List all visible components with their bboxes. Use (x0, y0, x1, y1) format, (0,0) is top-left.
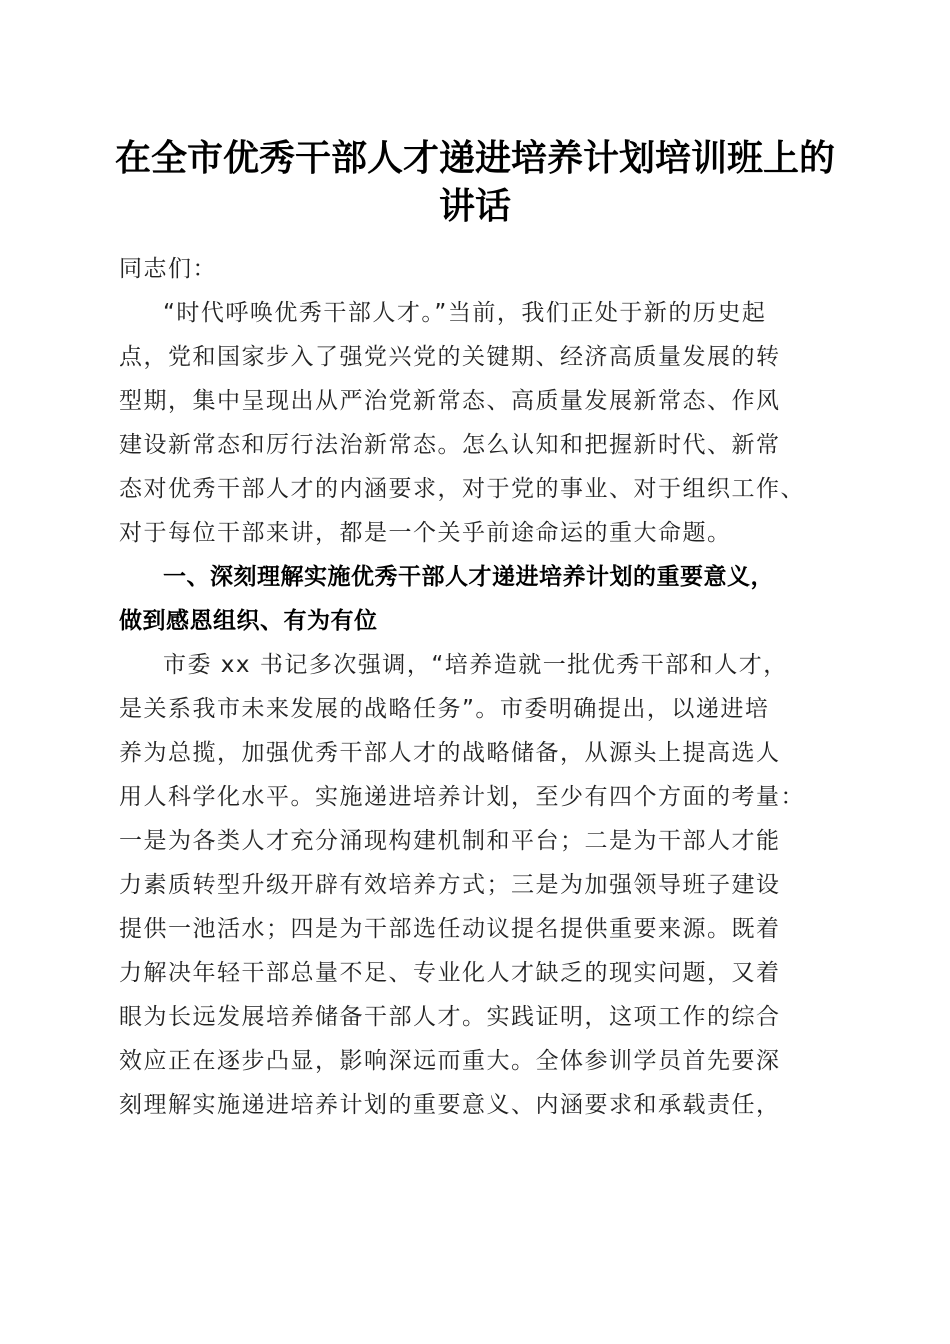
document-title (100, 134, 850, 230)
paragraph-line: 力素质转型升级开辟有效培养方式；三是为加强领导班子建设 (119, 872, 781, 898)
paragraph-line: 效应正在逐步凸显，影响深远而重大。全体参训学员首先要深 (119, 1048, 781, 1074)
paragraph-line: 眼为长远发展培养储备干部人才。实践证明，这项工作的综合 (119, 1004, 781, 1030)
section-heading: 一、深刻理解实施优秀干部人才递进培养计划的重要意义， (163, 564, 774, 590)
paragraph-line: 建设新常态和厉行法治新常态。怎么认知和把握新时代、新常 (119, 432, 781, 458)
paragraph-line: 是关系我市未来发展的战略任务”。市委明确提出，以递进培 (119, 696, 770, 722)
section-heading: 做到感恩组织、有为有位 (119, 608, 378, 634)
paragraph-line: 一是为各类人才充分涌现构建机制和平台；二是为干部人才能 (119, 828, 781, 854)
title-line: 在全市优秀干部人才递进培养计划培训班上的 (114, 137, 835, 179)
paragraph-line: 刻理解实施递进培养计划的重要意义、内涵要求和承载责任， (119, 1092, 781, 1118)
paragraph-line: 养为总揽，加强优秀干部人才的战略储备，从源头上提高选人 (119, 740, 781, 766)
paragraph-line: 市委 xx 书记多次强调，“培养造就一批优秀干部和人才， (163, 652, 788, 678)
document-body (119, 247, 834, 1127)
title-line: 讲话 (438, 185, 511, 227)
paragraph-line: 态对优秀干部人才的内涵要求，对于党的事业、对于组织工作、 (119, 476, 805, 502)
paragraph-line: “时代呼唤优秀干部人才。”当前，我们正处于新的历史起 (163, 300, 767, 326)
paragraph-line: 用人科学化水平。实施递进培养计划，至少有四个方面的考量： (119, 784, 805, 810)
paragraph-line: 型期，集中呈现出从严治党新常态、高质量发展新常态、作风 (119, 388, 781, 414)
paragraph-line: 点，党和国家步入了强党兴党的关键期、经济高质量发展的转 (119, 344, 781, 370)
paragraph-line: 提供一池活水；四是为干部选任动议提名提供重要来源。既着 (119, 916, 781, 942)
paragraph-line: 对于每位干部来讲，都是一个关乎前途命运的重大命题。 (119, 520, 732, 546)
paragraph-line: 力解决年轻干部总量不足、专业化人才缺乏的现实问题，又着 (119, 960, 781, 986)
salutation: 同志们： (119, 256, 217, 282)
